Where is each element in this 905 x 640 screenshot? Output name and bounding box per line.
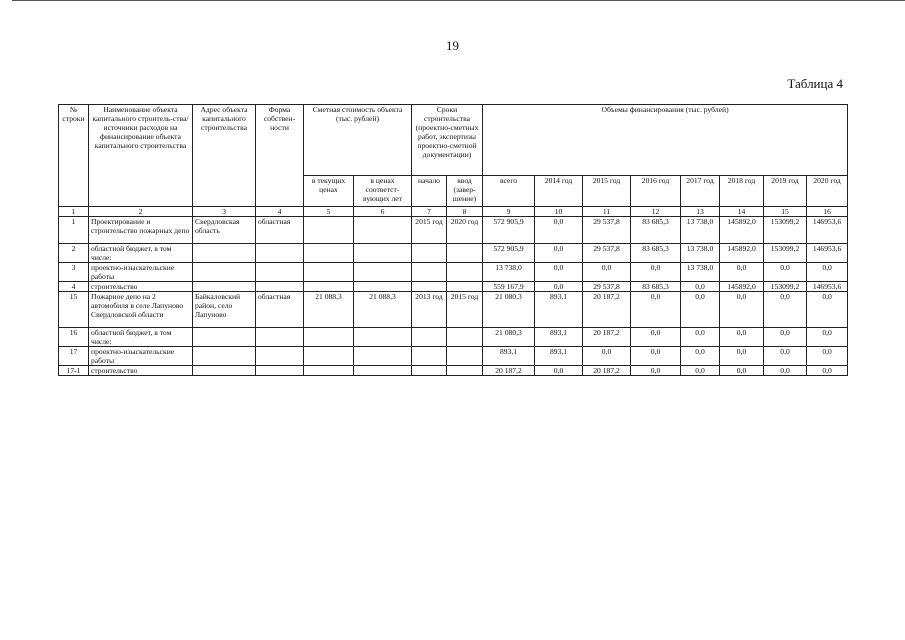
cell-amount-2020: 0,0: [807, 263, 848, 282]
cell-amount-2018: 0,0: [720, 366, 764, 376]
header-estimated-cost: Сметная стоимость объекта (тыс. рублей): [304, 105, 412, 176]
header-cost-current-prices: в текущих ценах: [304, 176, 354, 207]
cell-amount-2018: 0,0: [720, 328, 764, 347]
cell-ownership: [256, 244, 304, 263]
cell-start-year: [412, 282, 447, 292]
cell-start-year: [412, 328, 447, 347]
cell-object-name: строительство: [89, 282, 193, 292]
cell-amount-2015: 20 187,2: [583, 328, 631, 347]
cell-object-name: проектно-изыскательские работы: [89, 347, 193, 366]
header-object-name: Наименование объекта капитального строитель-ства/ источники расходов на финансирование объекта капитального строительства: [89, 105, 193, 207]
cell-amount-2020: 0,0: [807, 328, 848, 347]
cell-amount-2017: 0,0: [681, 292, 720, 328]
header-address: Адрес объекта капитального строительства: [193, 105, 256, 207]
cell-amount-2017: 0,0: [681, 366, 720, 376]
cell-cost-current: [304, 347, 354, 366]
cell-ownership: [256, 282, 304, 292]
cell-cost-current: [304, 263, 354, 282]
cell-amount-2018: 145892,0: [720, 244, 764, 263]
cell-amount-2016: 83 685,3: [631, 217, 681, 244]
cell-cost-actual: [354, 282, 412, 292]
cell-amount-2018: 0,0: [720, 347, 764, 366]
cell-end-year: [447, 366, 483, 376]
header-total: всего: [483, 176, 535, 207]
column-number: 4: [256, 207, 304, 217]
cell-object-name: областной бюджет, в том числе:: [89, 244, 193, 263]
cell-amount-2014: 893,1: [535, 292, 583, 328]
cell-cost-current: [304, 244, 354, 263]
cell-cost-actual: [354, 263, 412, 282]
cell-amount-2016: 0,0: [631, 328, 681, 347]
cell-address: [193, 347, 256, 366]
cell-amount-2015: 29 537,8: [583, 217, 631, 244]
cell-amount-2019: 153099,2: [764, 244, 807, 263]
cell-cost-actual: [354, 366, 412, 376]
cell-amount-2014: 0,0: [535, 282, 583, 292]
table-row: [59, 263, 848, 282]
cell-amount-2020: 0,0: [807, 366, 848, 376]
column-number: 13: [681, 207, 720, 217]
cell-amount-2019: 153099,2: [764, 282, 807, 292]
column-number: 2: [89, 207, 193, 217]
cell-end-year: 2015 год: [447, 292, 483, 328]
column-number: 14: [720, 207, 764, 217]
cell-total: 572 905,9: [483, 217, 535, 244]
cell-amount-2019: 0,0: [764, 263, 807, 282]
cell-total: 559 167,9: [483, 282, 535, 292]
header-row-number: № строки: [59, 105, 89, 207]
cell-amount-2014: 0,0: [535, 366, 583, 376]
cell-cost-actual: 21 088,3: [354, 292, 412, 328]
cell-cost-current: 21 088,3: [304, 292, 354, 328]
financing-table: [58, 104, 848, 376]
cell-total: 893,1: [483, 347, 535, 366]
column-number: 7: [412, 207, 447, 217]
header-year: 2014 год: [535, 176, 583, 207]
cell-amount-2016: 83 685,3: [631, 244, 681, 263]
cell-total: 21 080,3: [483, 292, 535, 328]
cell-amount-2019: 153099,2: [764, 217, 807, 244]
column-number: 10: [535, 207, 583, 217]
cell-amount-2017: 0,0: [681, 328, 720, 347]
cell-end-year: [447, 347, 483, 366]
cell-start-year: [412, 263, 447, 282]
column-number: 11: [583, 207, 631, 217]
cell-amount-2017: 0,0: [681, 282, 720, 292]
cell-object-name: Проектирование и строительство пожарных депо: [89, 217, 193, 244]
table-row: [59, 347, 848, 366]
header-commission: ввод (завер-шение): [447, 176, 483, 207]
cell-address: [193, 282, 256, 292]
cell-amount-2015: 29 537,8: [583, 244, 631, 263]
cell-start-year: 2013 год: [412, 292, 447, 328]
header-year: 2016 год: [631, 176, 681, 207]
cell-cost-actual: [354, 244, 412, 263]
cell-object-name: проектно-изыскательские работы: [89, 263, 193, 282]
cell-cost-actual: [354, 347, 412, 366]
cell-start-year: 2015 год: [412, 217, 447, 244]
table-row: [59, 282, 848, 292]
cell-amount-2015: 0,0: [583, 347, 631, 366]
cell-amount-2020: 0,0: [807, 347, 848, 366]
column-number-row: [59, 207, 848, 217]
cell-amount-2017: 0,0: [681, 347, 720, 366]
cell-end-year: [447, 244, 483, 263]
cell-row-number: 17: [59, 347, 89, 366]
cell-total: 21 080,3: [483, 328, 535, 347]
cell-row-number: 17-1: [59, 366, 89, 376]
cell-end-year: [447, 328, 483, 347]
column-number: 3: [193, 207, 256, 217]
cell-amount-2018: 145892,0: [720, 217, 764, 244]
header-year: 2020 год: [807, 176, 848, 207]
cell-cost-current: [304, 328, 354, 347]
column-number: 6: [354, 207, 412, 217]
cell-amount-2016: 0,0: [631, 292, 681, 328]
cell-ownership: [256, 347, 304, 366]
cell-row-number: 3: [59, 263, 89, 282]
cell-address: [193, 263, 256, 282]
header-start: начало: [412, 176, 447, 207]
column-number: 12: [631, 207, 681, 217]
cell-amount-2014: 0,0: [535, 217, 583, 244]
table-row: [59, 292, 848, 328]
cell-amount-2019: 0,0: [764, 366, 807, 376]
cell-row-number: 4: [59, 282, 89, 292]
column-number: 16: [807, 207, 848, 217]
cell-ownership: [256, 366, 304, 376]
cell-ownership: областная: [256, 292, 304, 328]
cell-amount-2020: 0,0: [807, 292, 848, 328]
cell-amount-2017: 13 738,0: [681, 263, 720, 282]
cell-row-number: 15: [59, 292, 89, 328]
scan-top-edge: [12, 0, 905, 1]
cell-total: 572 905,9: [483, 244, 535, 263]
cell-amount-2016: 83 685,3: [631, 282, 681, 292]
cell-ownership: [256, 328, 304, 347]
cell-amount-2018: 0,0: [720, 292, 764, 328]
column-number: 9: [483, 207, 535, 217]
cell-start-year: [412, 347, 447, 366]
cell-row-number: 1: [59, 217, 89, 244]
cell-end-year: 2020 год: [447, 217, 483, 244]
cell-cost-actual: [354, 328, 412, 347]
cell-address: Байкаловский район, село Лапуново: [193, 292, 256, 328]
cell-address: [193, 328, 256, 347]
cell-address: [193, 366, 256, 376]
cell-end-year: [447, 282, 483, 292]
cell-amount-2015: 29 537,8: [583, 282, 631, 292]
cell-address: Свердловская область: [193, 217, 256, 244]
table-row: [59, 217, 848, 244]
cell-address: [193, 244, 256, 263]
cell-amount-2020: 146953,6: [807, 282, 848, 292]
cell-amount-2020: 146953,6: [807, 217, 848, 244]
table-label: Таблица 4: [787, 76, 843, 91]
header-year: 2018 год: [720, 176, 764, 207]
table-row: [59, 244, 848, 263]
cell-end-year: [447, 263, 483, 282]
column-number: 15: [764, 207, 807, 217]
cell-amount-2018: 145892,0: [720, 282, 764, 292]
cell-amount-2019: 0,0: [764, 347, 807, 366]
cell-total: 20 187,2: [483, 366, 535, 376]
cell-amount-2015: 0,0: [583, 263, 631, 282]
table-row: [59, 328, 848, 347]
header-ownership: Форма собствен-ности: [256, 105, 304, 207]
cell-amount-2014: 0,0: [535, 244, 583, 263]
cell-ownership: [256, 263, 304, 282]
header-construction-terms: Сроки строительства (проектно-сметных работ, экспертизы проектно-сметной документации): [412, 105, 483, 176]
column-number: 5: [304, 207, 354, 217]
cell-row-number: 16: [59, 328, 89, 347]
column-number: 8: [447, 207, 483, 217]
cell-object-name: областной бюджет, в том числе:: [89, 328, 193, 347]
cell-amount-2019: 0,0: [764, 328, 807, 347]
cell-cost-actual: [354, 217, 412, 244]
header-cost-year-prices: в ценах соответст-вующих лет: [354, 176, 412, 207]
header-year: 2015 год: [583, 176, 631, 207]
cell-amount-2014: 893,1: [535, 347, 583, 366]
cell-object-name: строительство: [89, 366, 193, 376]
header-funding-volumes: Объемы финансирования (тыс. рублей): [483, 105, 848, 176]
cell-amount-2014: 893,1: [535, 328, 583, 347]
cell-ownership: областная: [256, 217, 304, 244]
cell-amount-2019: 0,0: [764, 292, 807, 328]
cell-amount-2014: 0,0: [535, 263, 583, 282]
cell-amount-2018: 0,0: [720, 263, 764, 282]
cell-cost-current: [304, 282, 354, 292]
header-year: 2017 год: [681, 176, 720, 207]
cell-amount-2016: 0,0: [631, 366, 681, 376]
cell-amount-2015: 20 187,2: [583, 292, 631, 328]
cell-amount-2017: 13 738,0: [681, 244, 720, 263]
header-year: 2019 год: [764, 176, 807, 207]
cell-amount-2017: 13 738,0: [681, 217, 720, 244]
cell-cost-current: [304, 366, 354, 376]
cell-amount-2016: 0,0: [631, 263, 681, 282]
cell-total: 13 738,0: [483, 263, 535, 282]
cell-amount-2016: 0,0: [631, 347, 681, 366]
cell-amount-2020: 146953,6: [807, 244, 848, 263]
cell-amount-2015: 20 187,2: [583, 366, 631, 376]
page-number: 19: [446, 38, 459, 53]
column-number: 1: [59, 207, 89, 217]
cell-start-year: [412, 366, 447, 376]
cell-cost-current: [304, 217, 354, 244]
cell-object-name: Пожарное депо на 2 автомобиля в селе Лапуново Свердловской области: [89, 292, 193, 328]
cell-row-number: 2: [59, 244, 89, 263]
table-row: [59, 366, 848, 376]
cell-start-year: [412, 244, 447, 263]
